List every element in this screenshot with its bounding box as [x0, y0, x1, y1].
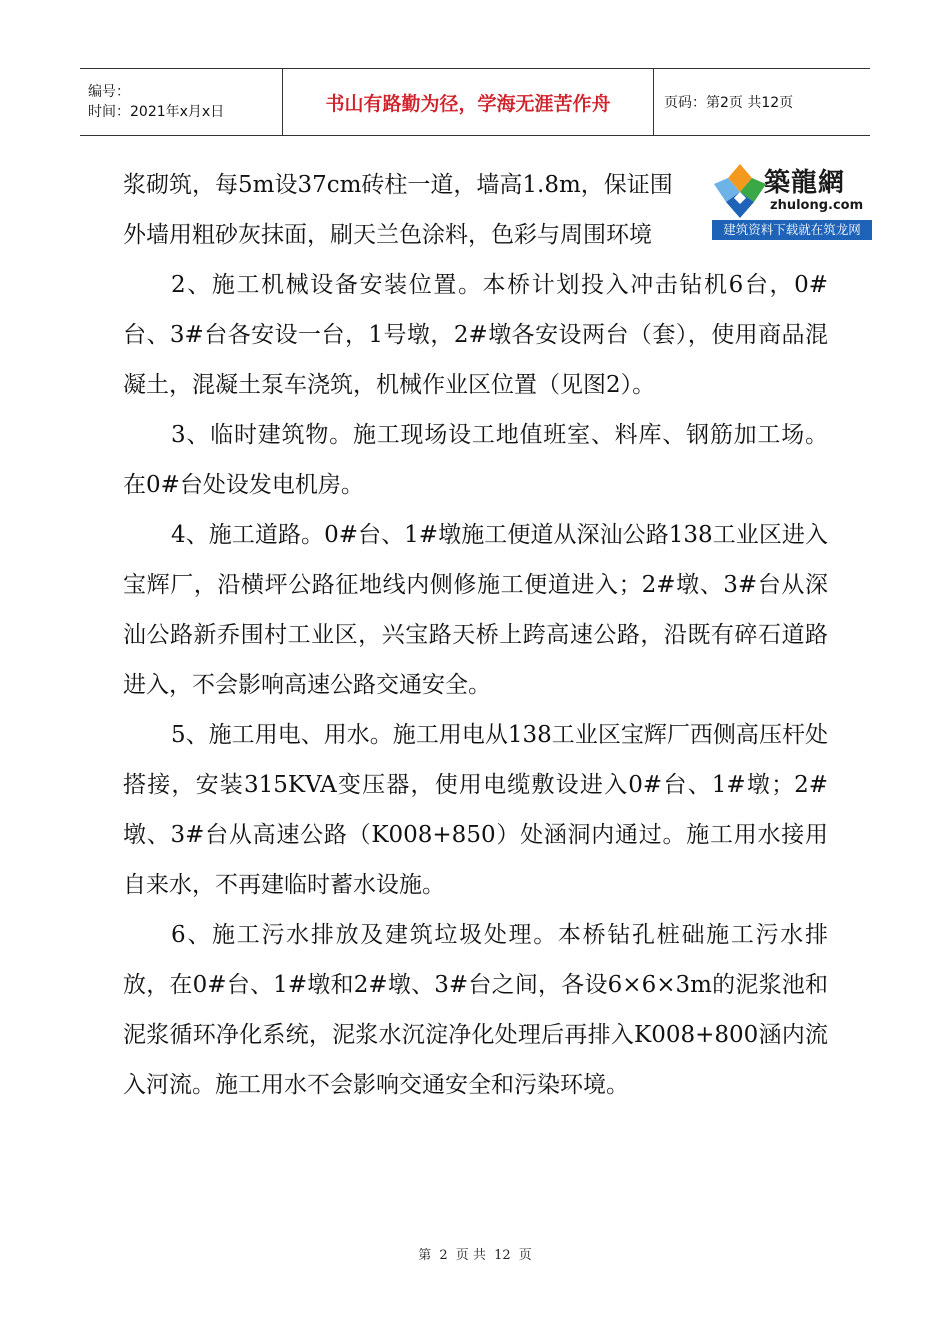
- footer-total-pages: 12: [494, 1248, 511, 1263]
- body-line-2: 外墙用粗砂灰抹面，刷天兰色涂料，色彩与周围环境: [123, 222, 652, 248]
- logo-domain: zhulong.com: [770, 198, 864, 213]
- logo-slogan: 建筑资料下载就在筑龙网: [712, 220, 872, 240]
- page-header: [80, 68, 870, 136]
- footer-prefix: 第: [418, 1248, 432, 1263]
- paragraph-power-water: 5、施工用电、用水。施工用电从138工业区宝辉厂西侧高压杆处搭接，安装315KVA变压器，使用电缆敷设进入0#台、1#墩；2#墩、3#台从高速公路（K008+850）处涵洞内通过。施工用水接用自来水，不再建临时蓄水设施。: [123, 722, 828, 898]
- paragraph-roads: 4、施工道路。0#台、1#墩施工便道从深汕公路138工业区进入宝辉厂，沿横坪公路征地线内侧修施工便道进入；2#墩、3#台从深汕公路新乔围村工业区，兴宝路天桥上跨高速公路，沿既有碎石道路进入，不会影响高速公路交通安全。: [123, 522, 828, 698]
- body-line-1: 浆砌筑，每5m设37cm砖柱一道，墙高1.8m，保证围: [123, 172, 673, 198]
- paragraph-sewage: 6、施工污水排放及建筑垃圾处理。本桥钻孔桩础施工污水排放，在0#台、1#墩和2#墩、3#台之间，各设6×6×3m的泥浆池和泥浆循环净化系统，泥浆水沉淀净化处理后再排入K008+800涵内流入河流。施工用水不会影响交通安全和污染环境。: [123, 922, 828, 1098]
- header-page-info: 页码：第2页 共12页: [664, 95, 794, 111]
- header-left: [80, 69, 282, 135]
- document-time-label: 时间：2021年x月x日: [88, 104, 225, 120]
- header-motto-cell: [282, 69, 654, 135]
- page-footer: [0, 1244, 950, 1263]
- footer-suffix: 页: [518, 1248, 532, 1263]
- paragraph-temporary-buildings: 3、临时建筑物。施工现场设工地值班室、料库、钢筋加工场。在0#台处设发电机房。: [123, 422, 828, 498]
- document-number-label: 编号：: [88, 84, 130, 100]
- document-body: [123, 160, 828, 1110]
- footer-page-number: 2: [439, 1248, 448, 1263]
- paragraph-machinery: 2、施工机械设备安装位置。本桥计划投入冲击钻机6台，0#台、3#台各安设一台，1号墩，2#墩各安设两台（套），使用商品混凝土，混凝土泵车浇筑，机械作业区位置（见图2）。: [123, 272, 828, 398]
- logo-name: 築龍網: [764, 168, 846, 198]
- footer-middle: 页 共: [455, 1248, 486, 1263]
- header-motto: 书山有路勤为径，学海无涯苦作舟: [325, 92, 611, 115]
